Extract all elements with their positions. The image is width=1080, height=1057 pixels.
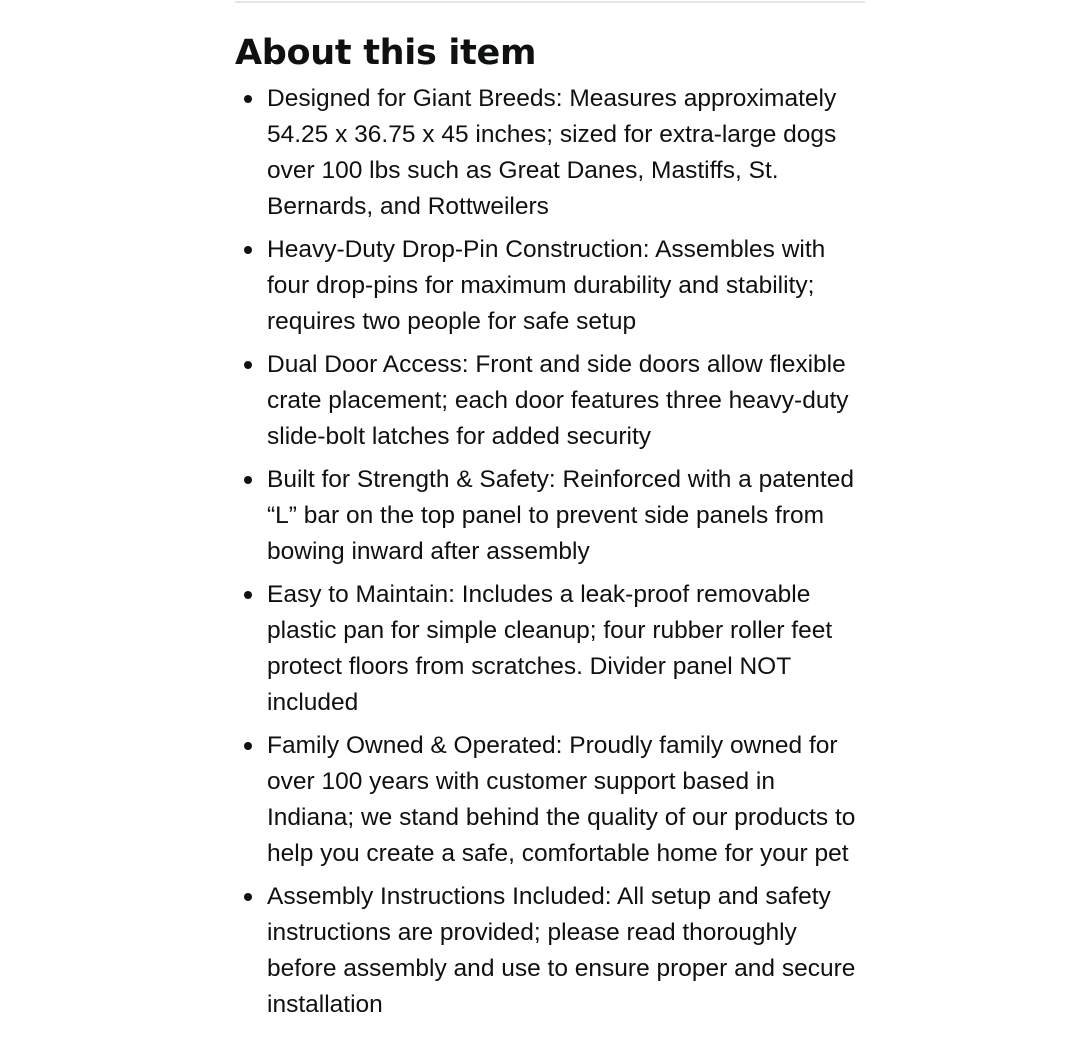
section-divider <box>235 1 865 3</box>
feature-bullet <box>235 347 865 455</box>
feature-bullet <box>235 462 865 570</box>
feature-bullet-text: Heavy-Duty Drop-Pin Construction: Assembles with four drop-pins for maximum durability and stability; requires two people for safe setup <box>267 236 826 335</box>
bullet-dot-icon <box>244 476 252 484</box>
feature-bullet-text: Easy to Maintain: Includes a leak-proof removable plastic pan for simple cleanup; four rubber roller feet protect floors from scratches. Divider panel NOT included <box>267 581 833 716</box>
feature-bullet-text: Family Owned & Operated: Proudly family owned for over 100 years with customer support based in Indiana; we stand behind the quality of our products to help you create a safe, comfortable home for your pet <box>267 732 856 867</box>
feature-bullet <box>235 879 865 1023</box>
feature-bullet-text: Dual Door Access: Front and side doors allow flexible crate placement; each door features three heavy-duty slide-bolt latches for added security <box>267 351 849 450</box>
bullet-dot-icon <box>244 591 252 599</box>
feature-bullet <box>235 577 865 721</box>
bullet-dot-icon <box>244 95 252 103</box>
feature-bullet <box>235 232 865 340</box>
bullet-dot-icon <box>244 246 252 254</box>
feature-bullet <box>235 728 865 872</box>
bullet-dot-icon <box>244 361 252 369</box>
bullet-dot-icon <box>244 893 252 901</box>
feature-bullet-text: Assembly Instructions Included: All setup and safety instructions are provided; please read thoroughly before assembly and use to ensure proper and secure installation <box>267 883 856 1018</box>
feature-bullet-text: Designed for Giant Breeds: Measures approximately 54.25 x 36.75 x 45 inches; sized for extra-large dogs over 100 lbs such as Great Danes, Mastiffs, St. Bernards, and Rottweilers <box>267 85 837 220</box>
feature-bullet-text: Built for Strength & Safety: Reinforced with a patented “L” bar on the top panel to prevent side panels from bowing inward after assembly <box>267 466 854 565</box>
bullet-dot-icon <box>244 742 252 750</box>
about-this-item-section <box>235 0 865 1030</box>
feature-bullet-list <box>235 81 865 1023</box>
section-title: About this item <box>235 33 537 73</box>
feature-bullet <box>235 81 865 225</box>
